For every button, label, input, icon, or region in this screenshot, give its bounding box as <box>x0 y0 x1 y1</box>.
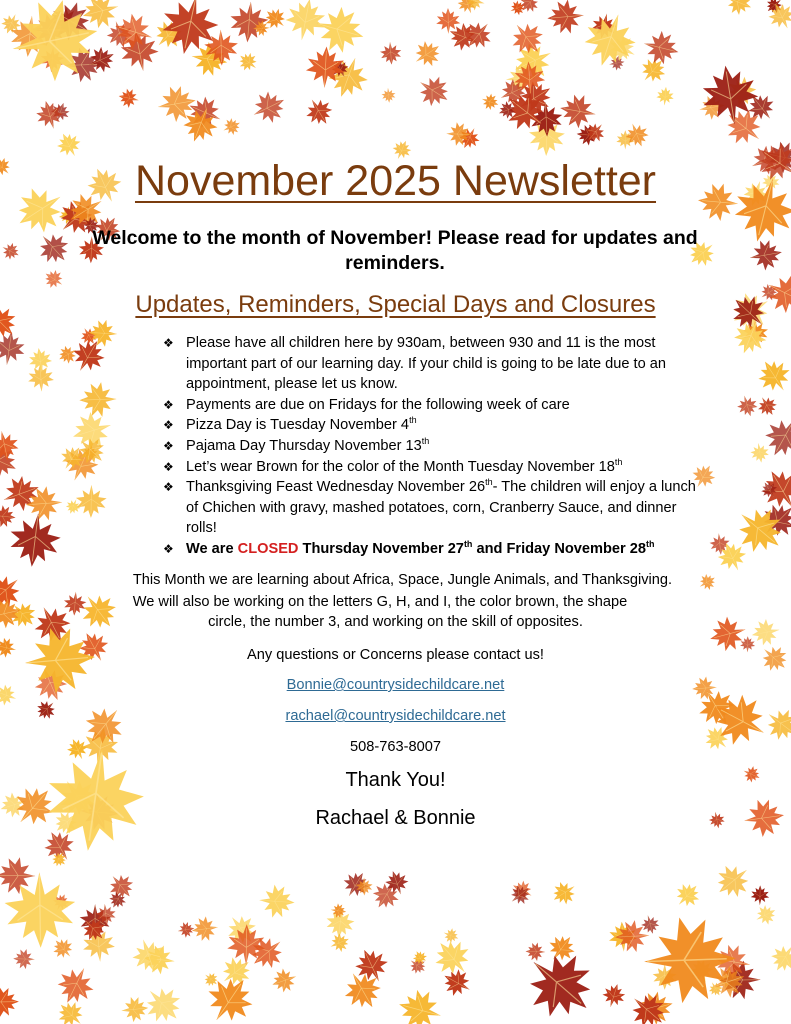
diamond-bullet-icon: ❖ <box>163 336 174 350</box>
welcome-text: Welcome to the month of November! Please read for updates and reminders. <box>92 227 698 274</box>
thank-you-text: Thank You! <box>345 769 446 791</box>
phone-number: 508-763-8007 <box>350 739 441 755</box>
diamond-bullet-icon: ❖ <box>163 459 174 474</box>
diamond-bullet-icon: ❖ <box>163 480 174 495</box>
list-item: ❖ Thanksgiving Feast Wednesday November 26th- The children will enjoy a lunch of Chichen with gravy, mashed potatoes, corn, Cranberry Sauce, and dinner rolls! <box>163 477 696 537</box>
diamond-bullet-icon: ❖ <box>163 541 174 556</box>
learning-line-1: This Month we are learning about Africa, Space, Jungle Animals, and Thanksgiving. <box>132 572 673 588</box>
signature: Rachael & Bonnie <box>315 807 476 829</box>
learning-line-2: We will also be working on the letters G, H, and I, the color brown, the shape <box>132 594 628 610</box>
list-item: ❖ Pizza Day is Tuesday November 4th <box>163 415 703 436</box>
list-item: ❖ Pajama Day Thursday November 13th <box>163 436 703 457</box>
contact-intro: Any questions or Concerns please contact us! <box>247 647 544 663</box>
section-heading: Updates, Reminders, Special Days and Closures <box>135 291 656 318</box>
closed-label: CLOSED <box>237 540 299 557</box>
closure-item: ❖ We are CLOSED Thursday November 27th and Friday November 28th <box>163 539 703 560</box>
list-item: ❖ Payments are due on Fridays for the following week of care <box>163 395 703 416</box>
newsletter-title: November 2025 Newsletter <box>134 157 657 205</box>
email-link-bonnie[interactable]: Bonnie@countrysidechildcare.net <box>286 677 505 693</box>
bullet-list <box>163 333 703 560</box>
email-link-rachael[interactable]: rachael@countrysidechildcare.net <box>285 708 506 724</box>
learning-line-3: circle, the number 3, and working on the skill of opposites. <box>208 614 583 630</box>
list-item: ❖ Let’s wear Brown for the color of the Month Tuesday November 18th <box>163 457 703 478</box>
diamond-bullet-icon: ❖ <box>163 438 174 453</box>
diamond-bullet-icon: ❖ <box>163 397 174 412</box>
diamond-bullet-icon: ❖ <box>163 418 174 433</box>
list-item: ❖ Please have all children here by 930am, between 930 and 11 is the most important part of our learning day. If your child is going to be late due to an appointment, please let us know. <box>163 335 666 393</box>
